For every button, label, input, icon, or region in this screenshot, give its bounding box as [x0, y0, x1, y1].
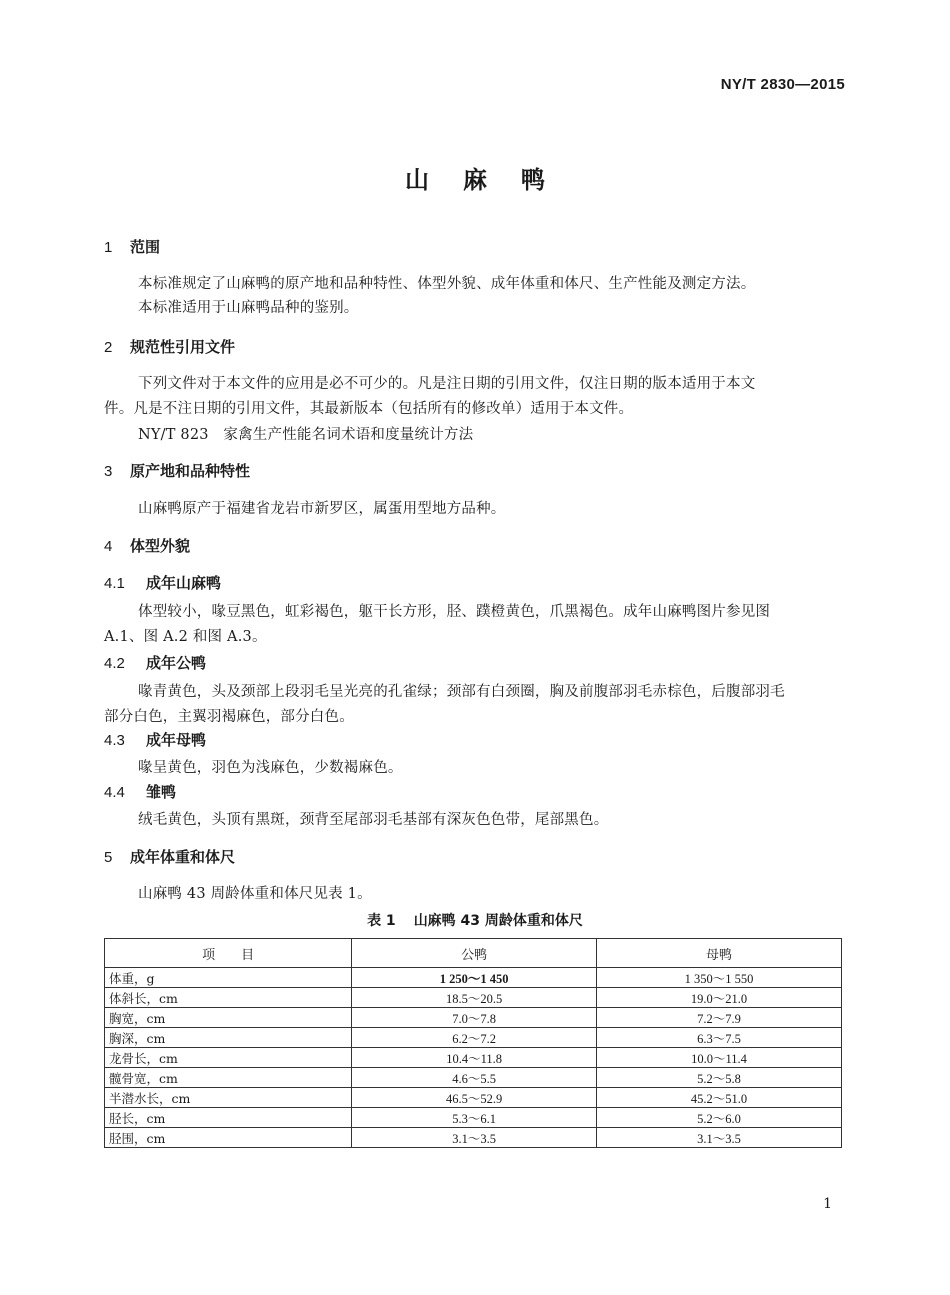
- subsection-4-3-heading: [104, 729, 206, 750]
- column-header-item: 项 目: [105, 939, 352, 968]
- paragraph: 山麻鸭原产于福建省龙岩市新罗区，属蛋用型地方品种。: [138, 501, 506, 517]
- paragraph: 体型较小，喙豆黑色，虹彩褐色，躯干长方形，胫、蹼橙黄色，爪黑褐色。成年山麻鸭图片参见图: [138, 604, 771, 620]
- paragraph: 本标准适用于山麻鸭品种的鉴别。: [138, 300, 359, 316]
- table-caption-number: 表 1: [367, 913, 396, 929]
- table-cell-item: 胸深，cm: [105, 1028, 352, 1048]
- paragraph: 件。凡是不注日期的引用文件，其最新版本（包括所有的修改单）适用于本文件。: [104, 401, 634, 417]
- table-cell-male: 46.5～52.9: [352, 1088, 597, 1108]
- normative-reference: NY/T 823 家禽生产性能名词术语和度量统计方法: [138, 427, 474, 443]
- section-title: 范围: [130, 238, 161, 256]
- section-5-heading: [104, 846, 235, 867]
- section-number: 3: [104, 463, 113, 480]
- table-cell-item: 胸宽，cm: [105, 1008, 352, 1028]
- section-number: 5: [104, 849, 113, 866]
- paragraph: 喙青黄色，头及颈部上段羽毛呈光亮的孔雀绿；颈部有白颈圈，胸及前腹部羽毛赤棕色，后腹部羽毛: [138, 684, 785, 700]
- table-cell-item: 胫长，cm: [105, 1108, 352, 1128]
- table-row: [105, 1048, 842, 1068]
- table-row: [105, 968, 842, 988]
- section-number: 4.3: [104, 732, 125, 749]
- section-4-heading: [104, 535, 190, 556]
- table-row: [105, 1068, 842, 1088]
- table-cell-male: 7.0～7.8: [352, 1008, 597, 1028]
- section-3-heading: [104, 460, 250, 481]
- subsection-4-2-heading: [104, 652, 206, 673]
- column-header-male: 公鸭: [352, 939, 597, 968]
- table-cell-male: 3.1～3.5: [352, 1128, 597, 1148]
- table-cell-female: 10.0～11.4: [597, 1048, 842, 1068]
- section-title: 体型外貌: [130, 537, 191, 555]
- table-row: [105, 1088, 842, 1108]
- table-header-row: [105, 939, 842, 968]
- table-cell-item: 髋骨宽，cm: [105, 1068, 352, 1088]
- section-number: 2: [104, 339, 113, 356]
- section-title: 规范性引用文件: [130, 338, 236, 356]
- table-cell-item: 半潜水长，cm: [105, 1088, 352, 1108]
- table-row: [105, 1108, 842, 1128]
- table-row: [105, 1128, 842, 1148]
- table-cell-male: 4.6～5.5: [352, 1068, 597, 1088]
- section-2-heading: [104, 336, 235, 357]
- section-title: 成年山麻鸭: [146, 574, 222, 592]
- table-cell-male: 6.2～7.2: [352, 1028, 597, 1048]
- table-cell-male: 5.3～6.1: [352, 1108, 597, 1128]
- section-number: 4.2: [104, 655, 125, 672]
- table-cell-item: 体重，g: [105, 968, 352, 988]
- section-number: 4.1: [104, 575, 125, 592]
- subsection-4-1-heading: [104, 572, 221, 593]
- table-row: [105, 1028, 842, 1048]
- table-cell-item: 龙骨长，cm: [105, 1048, 352, 1068]
- column-header-female: 母鸭: [597, 939, 842, 968]
- table-cell-female: 1 350～1 550: [597, 968, 842, 988]
- section-1-heading: [104, 236, 160, 257]
- page-title: 山麻鸭: [405, 166, 579, 194]
- table-cell-item: 胫围，cm: [105, 1128, 352, 1148]
- paragraph: 下列文件对于本文件的应用是必不可少的。凡是注日期的引用文件，仅注日期的版本适用于本文: [138, 376, 756, 392]
- table-cell-female: 5.2～5.8: [597, 1068, 842, 1088]
- paragraph: 山麻鸭 43 周龄体重和体尺见表 1。: [138, 886, 372, 902]
- table-cell-female: 45.2～51.0: [597, 1088, 842, 1108]
- section-title: 原产地和品种特性: [130, 462, 251, 480]
- table-caption-text: 山麻鸭 43 周龄体重和体尺: [413, 913, 583, 929]
- paragraph: A.1、图 A.2 和图 A.3。: [104, 629, 267, 645]
- table-cell-male: 1 250～1 450: [352, 968, 597, 988]
- subsection-4-4-heading: [104, 781, 176, 802]
- section-title: 成年公鸭: [146, 654, 207, 672]
- section-title: 成年母鸭: [146, 731, 207, 749]
- measurement-table: [104, 938, 842, 1148]
- table-caption: [0, 910, 950, 930]
- paragraph: 喙呈黄色，羽色为浅麻色，少数褐麻色。: [138, 760, 403, 776]
- table-row: [105, 988, 842, 1008]
- section-number: 1: [104, 239, 113, 256]
- table-cell-female: 6.3～7.5: [597, 1028, 842, 1048]
- table-cell-female: 3.1～3.5: [597, 1128, 842, 1148]
- table-cell-item: 体斜长，cm: [105, 988, 352, 1008]
- table-cell-female: 19.0～21.0: [597, 988, 842, 1008]
- table-cell-male: 10.4～11.8: [352, 1048, 597, 1068]
- section-number: 4.4: [104, 784, 125, 801]
- section-number: 4: [104, 538, 113, 555]
- table-cell-female: 7.2～7.9: [597, 1008, 842, 1028]
- page-number: 1: [823, 1196, 832, 1212]
- standard-number: NY/T 2830—2015: [720, 76, 845, 93]
- paragraph: 本标准规定了山麻鸭的原产地和品种特性、体型外貌、成年体重和体尺、生产性能及测定方法。: [138, 276, 756, 292]
- paragraph: 绒毛黄色，头顶有黑斑，颈背至尾部羽毛基部有深灰色色带，尾部黑色。: [138, 812, 609, 828]
- section-title: 成年体重和体尺: [130, 848, 236, 866]
- paragraph: 部分白色，主翼羽褐麻色，部分白色。: [104, 709, 354, 725]
- table-row: [105, 1008, 842, 1028]
- table-cell-female: 5.2～6.0: [597, 1108, 842, 1128]
- section-title: 雏鸭: [146, 783, 177, 801]
- table-cell-male: 18.5～20.5: [352, 988, 597, 1008]
